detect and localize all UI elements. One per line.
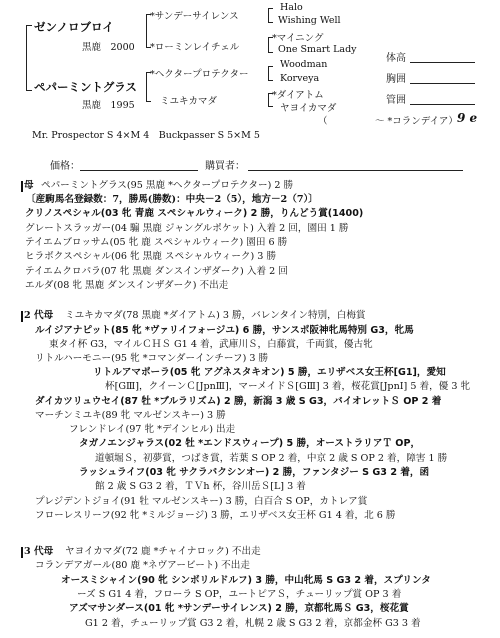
offspring-line: テイエムクロパラ(07 牝 黒鹿 ダンスインザダーク) 入着 2 回 xyxy=(25,266,288,277)
offspring-line: リトルハーモニー(95 牝 *コマンダーインチーフ) 3 勝 xyxy=(35,353,269,364)
offspring-line: テイエムブロッサム(05 牝 鹿 スペシャルウィーク) 園田 6 勝 xyxy=(25,237,288,248)
section-marker xyxy=(21,311,23,322)
offspring-line: 東タイ杯 G3，マイルＣＨＳ G1 4 着，武庫川Ｓ，白藤賞，千両賞，優古牝 xyxy=(49,339,373,350)
dam-dam: ミユキカマダ xyxy=(160,96,218,107)
offspring-line: 道頓堀Ｓ，初夢賞，つばき賞，若葉 S OP 2 着，中京 2 歳 S OP 2 着，障害 1 勝 xyxy=(95,453,448,464)
offspring-line: ルイジアナピット(85 牝 *ヴァリイフォージユ) 6 勝，サンスポ阪神牝馬特別 G3，牝馬 xyxy=(35,325,414,336)
girth-line xyxy=(410,83,475,84)
offspring-line: プレジデントジョイ(91 牡 マルゼンスキー) 3 勝，白百合 S OP，カトレア賞 xyxy=(35,496,368,507)
offspring-line: クリノスペシャル(03 牝 青鹿 スペシャルウィーク) 2 勝，りんどう賞(1400) xyxy=(25,208,364,219)
offspring-line: リトルアマポーラ(05 牝 アグネスタキオン) 5 勝，エリザベス女王杯[G1]，愛知 xyxy=(93,367,446,378)
family-tail: （ ～ *コランデイア） xyxy=(318,116,458,127)
offspring-line: ラッシュライフ(03 牝 サクラバクシンオー) 2 勝，ファンタジー S G3 2 着，函 xyxy=(79,467,430,478)
dsd: Korveya xyxy=(280,73,320,84)
section-label: 2 代母 xyxy=(24,310,54,321)
price-line xyxy=(80,170,198,171)
section-line: ミユキカマダ(78 黒鹿 *ダイアトム) 3 勝，バレンタイン特別，白梅賞 xyxy=(65,310,366,321)
section-line: ヤヨイカマダ(72 鹿 *チャイナロック) 不出走 xyxy=(65,546,261,557)
height-label: 体高 xyxy=(386,53,406,64)
section-line: ペパーミントグラス(95 黒鹿 *ヘクタープロテクター) 2 勝 xyxy=(41,180,294,191)
ss-bracket xyxy=(268,8,273,23)
section-marker xyxy=(21,181,23,192)
offspring-line: マーチンミユキ(89 牝 マルゼンスキー) 3 勝 xyxy=(35,410,226,421)
offspring-line: グレートスラッガー(04 騸 黒鹿 ジャングルポケット) 入着 2 回，園田 1 勝 xyxy=(25,223,349,234)
family-number: 9 e xyxy=(457,111,478,125)
section-label: 母 xyxy=(24,180,34,191)
offspring-line: フレンドレイ(97 牝 *デインヒル) 出走 xyxy=(69,424,236,435)
dam-info: 黒鹿 1995 xyxy=(82,100,135,111)
offspring-line: 館 2 歳 S G3 2 着，ＴＶh 杯，谷川岳Ｓ[L] 3 着 xyxy=(95,481,306,492)
offspring-line: コランデアガール(80 鹿 *ネヴアービート) 不出走 xyxy=(35,560,250,571)
offspring-line: ヒラボクスペシャル(06 牝 黒鹿 スペシャルウィーク) 3 勝 xyxy=(25,251,277,262)
section-marker xyxy=(21,547,23,558)
section-dam xyxy=(21,179,491,305)
offspring-line: フローレスリーフ(92 牝 *ミルジョージ) 3 勝，エリザベス女王杯 G1 4 着，北 6 勝 xyxy=(35,510,396,521)
offspring-line: G1 2 着，チューリップ賞 G3 2 着，札幌 2 歳 S G3 2 着，京都金杯 G3 3 着 xyxy=(85,618,421,629)
dam-sire: *ヘクタープロテクター xyxy=(150,69,249,80)
offspring-line: ダイカツリュウセイ(87 牡 *ブルラリズム) 2 勝，新潟 3 歳 S G3，バイオレットＳ OP 2 着 xyxy=(35,396,442,407)
sire-info: 黒鹿 2000 xyxy=(82,42,135,53)
sire-name: ゼンノロブロイ xyxy=(34,20,114,34)
section-line: 〔産駒馬名登録数：7，勝馬(勝数)：中央－2（5），地方－2（7）〕 xyxy=(26,194,318,205)
section-third-dam xyxy=(21,545,491,637)
cannon-label: 管囲 xyxy=(386,95,406,106)
offspring-line: 杯[GⅢ]，クイーンＣ[JpnⅢ]，マーメイドＳ[GⅢ] 3 着，桜花賞[JpnⅠ] 5 着，優 3 牝 xyxy=(105,381,471,392)
ddd: ヤヨイカマダ xyxy=(280,103,337,114)
pedigree-main-bracket xyxy=(26,25,32,91)
dam-name: ペパーミントグラス xyxy=(34,80,137,94)
sss: Halo xyxy=(280,2,303,13)
sds: *マイニング xyxy=(272,33,324,44)
price-label: 価格： xyxy=(50,161,80,172)
section-second-dam xyxy=(21,309,491,534)
cannon-line xyxy=(410,104,475,105)
dss: Woodman xyxy=(280,59,328,70)
offspring-line: タガノエンジャラス(02 牡 *エンドスウィープ) 5 勝，オーストラリアＴ OP， xyxy=(79,438,421,449)
dds: *ダイアトム xyxy=(272,90,324,101)
sdd: One Smart Lady xyxy=(278,44,357,55)
sire-sire: *サンデーサイレンス xyxy=(150,11,239,22)
height-line xyxy=(410,62,475,63)
offspring-line: オースミシャイン(90 牝 シンボリルドルフ) 3 勝，中山牝馬 S G3 2 着，スプリンタ xyxy=(61,575,431,586)
inbreeding-text: Mr. Prospector S 4×M 4 Buckpasser S 5×M 5 xyxy=(32,130,260,141)
offspring-line: エルダ(08 牝 黒鹿 ダンスインザダーク) 不出走 xyxy=(25,280,229,291)
ssd: Wishing Well xyxy=(278,15,341,26)
buyer-label: 購買者： xyxy=(205,161,245,172)
offspring-line: アズマサンダース(01 牝 *サンデーサイレンス) 2 勝，京都牝馬Ｓ G3，桜花賞 xyxy=(69,603,409,614)
buyer-line xyxy=(248,170,463,171)
ds-bracket xyxy=(268,66,273,81)
girth-label: 胸囲 xyxy=(386,74,406,85)
section-label: 3 代母 xyxy=(24,546,54,557)
sire-dam: *ローミンレイチェル xyxy=(150,42,240,53)
offspring-line: ーズ S G1 4 着，フローラ S OP，ユートピアＳ，チューリップ賞 OP 3 着 xyxy=(77,589,402,600)
